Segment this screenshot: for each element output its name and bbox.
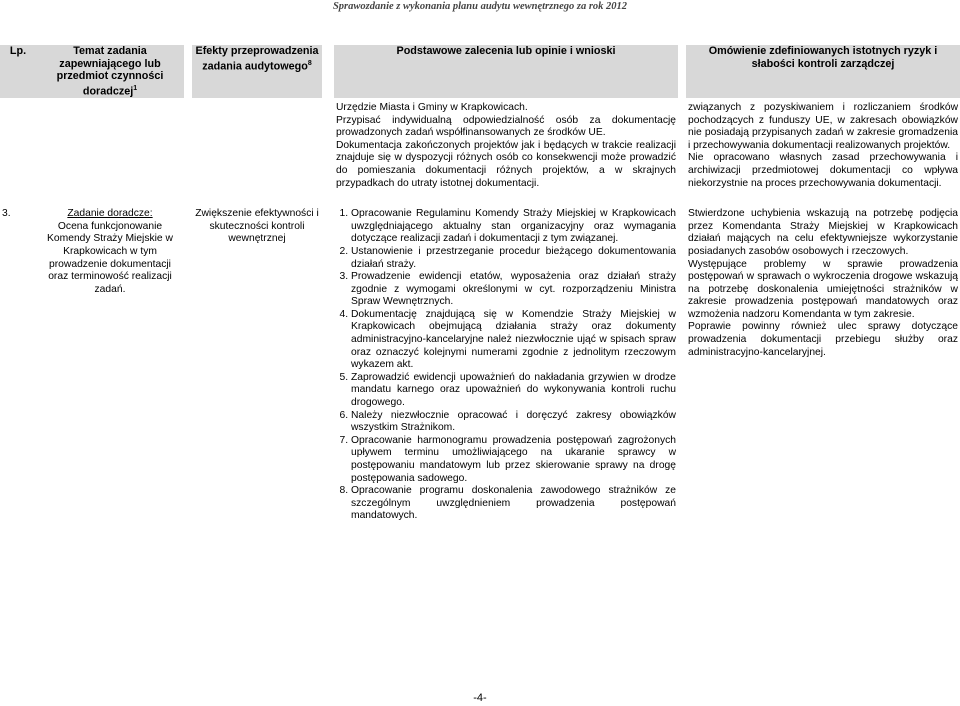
effects-cell: Zwiększenie efektywności i skuteczności kontroli wewnętrznej [195, 208, 319, 245]
list-item: 8. Opracowanie programu doskonalenia zawodowego strażników ze szczególnym uwzględnieniem prowadzenia postępowań mandatowych. [351, 485, 676, 523]
list-item: 3. Prowadzenie ewidencji etatów, wyposażenia oraz działań straży zgodnie z wymogami określonymi w cyt. rozporządzeniu Ministra Spraw Wewnętrznych. [351, 271, 676, 309]
recommendations-list [336, 208, 676, 523]
header-effects-footnote: 8 [307, 59, 312, 67]
list-item: 1. Opracowanie Regulaminu Komendy Straży Miejskiej w Krapkowicach uwzględniającego aktualny stan organizacyjny oraz wymagania dotyczące realizacji zadań i dokumentacji z tym związanej. [351, 208, 676, 246]
table-row [0, 208, 960, 523]
running-header: Sprawozdanie z wykonania planu audytu wewnętrznego za rok 2012 [332, 1, 628, 12]
header-topic: Temat zadania zapewniającego lub przedmiot czynności doradczej$^1$ [36, 45, 184, 98]
list-item: 5. Zaprowadzić ewidencji upoważnień do nakładania grzywien w drodze mandatu karnego oraz upoważnień do wykonywania kontroli ruchu drogowego. [351, 372, 676, 410]
risk-text: Występujące problemy w sprawie prowadzenia postępowań w sprawach o wykroczenia drogowe wskazują na potrzebę doskonalenia umiejętności strażników w zakresie prowadzenia postępowań mandatowych oraz wzmożenia nadzoru Komendanta w tym zakresie. [688, 258, 958, 320]
risk-text: Stwierdzone uchybienia wskazują na potrzebę podjęcia przez Komendanta Straży Miejskiej w Krapkowicach działań mających na celu efektywniejsze wykorzystanie posiadanych zasobów osobowych i rzeczowych. [688, 208, 958, 257]
risk-text: związanych z pozyskiwaniem i rozliczaniem środków pochodzących z funduszy UE, w zakresach obowiązków nie posiadają przypisanych zadań w zakresie gromadzenia i przechowywania dokumentacji realizowanych projektów. [688, 101, 958, 151]
header-effects: Efekty przeprowadzenia zadania audytowego$^8$ [192, 45, 322, 98]
header-risks: Omówienie zdefiniowanych istotnych ryzyk i słabości kontroli zarządczej [686, 45, 960, 98]
recommendation-text: Przypisać indywidualną odpowiedzialność osób za dokumentację prowadzonych zadań współfinansowanych ze środków UE. [336, 114, 676, 139]
page-number: -4- [473, 692, 487, 704]
list-item: 6. Należy niezwłocznie opracować i doręczyć zakresy obowiązków wszystkim Strażnikom. [351, 410, 676, 435]
list-item: 7. Opracowanie harmonogramu prowadzenia postępowań zagrożonych upływem terminu umożliwiającego na ukaranie sprawcy w postępowaniu mandatowym lub przez skierowanie sprawy na drogę postępowania sadowego. [351, 435, 676, 485]
risks-cell [686, 208, 960, 523]
recommendation-text: Dokumentacja zakończonych projektów jak i będących w trakcie realizacji znajduje się w dyspozycji różnych osób co konsekwencji może prowadzić do pomieszania dokumentacji różnych projektów, a w skrajnych przypadkach do utraty istotnej dokumentacji. [336, 139, 676, 189]
risk-text: Poprawie powinny również ulec sprawy dotyczące prowadzenia dokumentacji przebiegu służby oraz administracyjno-kancelaryjnej. [688, 321, 958, 358]
topic-label: Zadanie doradcze: [67, 208, 153, 220]
header-lp: Lp. [0, 45, 36, 98]
header-recommendations: Podstawowe zalecenia lub opinie i wnioski [334, 45, 678, 98]
topic-cell [36, 208, 184, 523]
recommendations-cell [334, 208, 678, 523]
table-header-row [0, 45, 960, 98]
recommendations-cell [334, 102, 678, 190]
risk-text: Nie opracowano własnych zasad przechowywania i archiwizacji przedmiotowej dokumentacji co wpływa niekorzystnie na proces przechowywania dokumentacji. [688, 152, 958, 189]
recommendation-text: Urzędzie Miasta i Gminy w Krapkowicach. [336, 101, 528, 113]
audit-plan-table [0, 45, 960, 523]
list-item: 4. Dokumentację znajdującą się w Komendzie Straży Miejskiej w Krapkowicach obejmującą działania straży oraz dokumenty administracyjno-kancelaryjne należ niezwłocznie ująć w spisach spraw oraz oznaczyć kolejnymi numerami zgodnie z jednolitym rzeczowym wykazem akt. [351, 309, 676, 372]
list-item: 2. Ustanowienie i przestrzeganie procedur bieżącego dokumentowania działań straży. [351, 246, 676, 271]
row-number: 3. [2, 208, 11, 220]
table-row [0, 102, 960, 190]
topic-text: Ocena funkcjonowanie Komendy Straży Miejskie w Krapkowicach w tym prowadzenie dokumentacji oraz terminowość realizacji zadań. [47, 220, 173, 295]
header-topic-footnote: 1 [133, 84, 138, 92]
risks-cell [686, 102, 960, 190]
